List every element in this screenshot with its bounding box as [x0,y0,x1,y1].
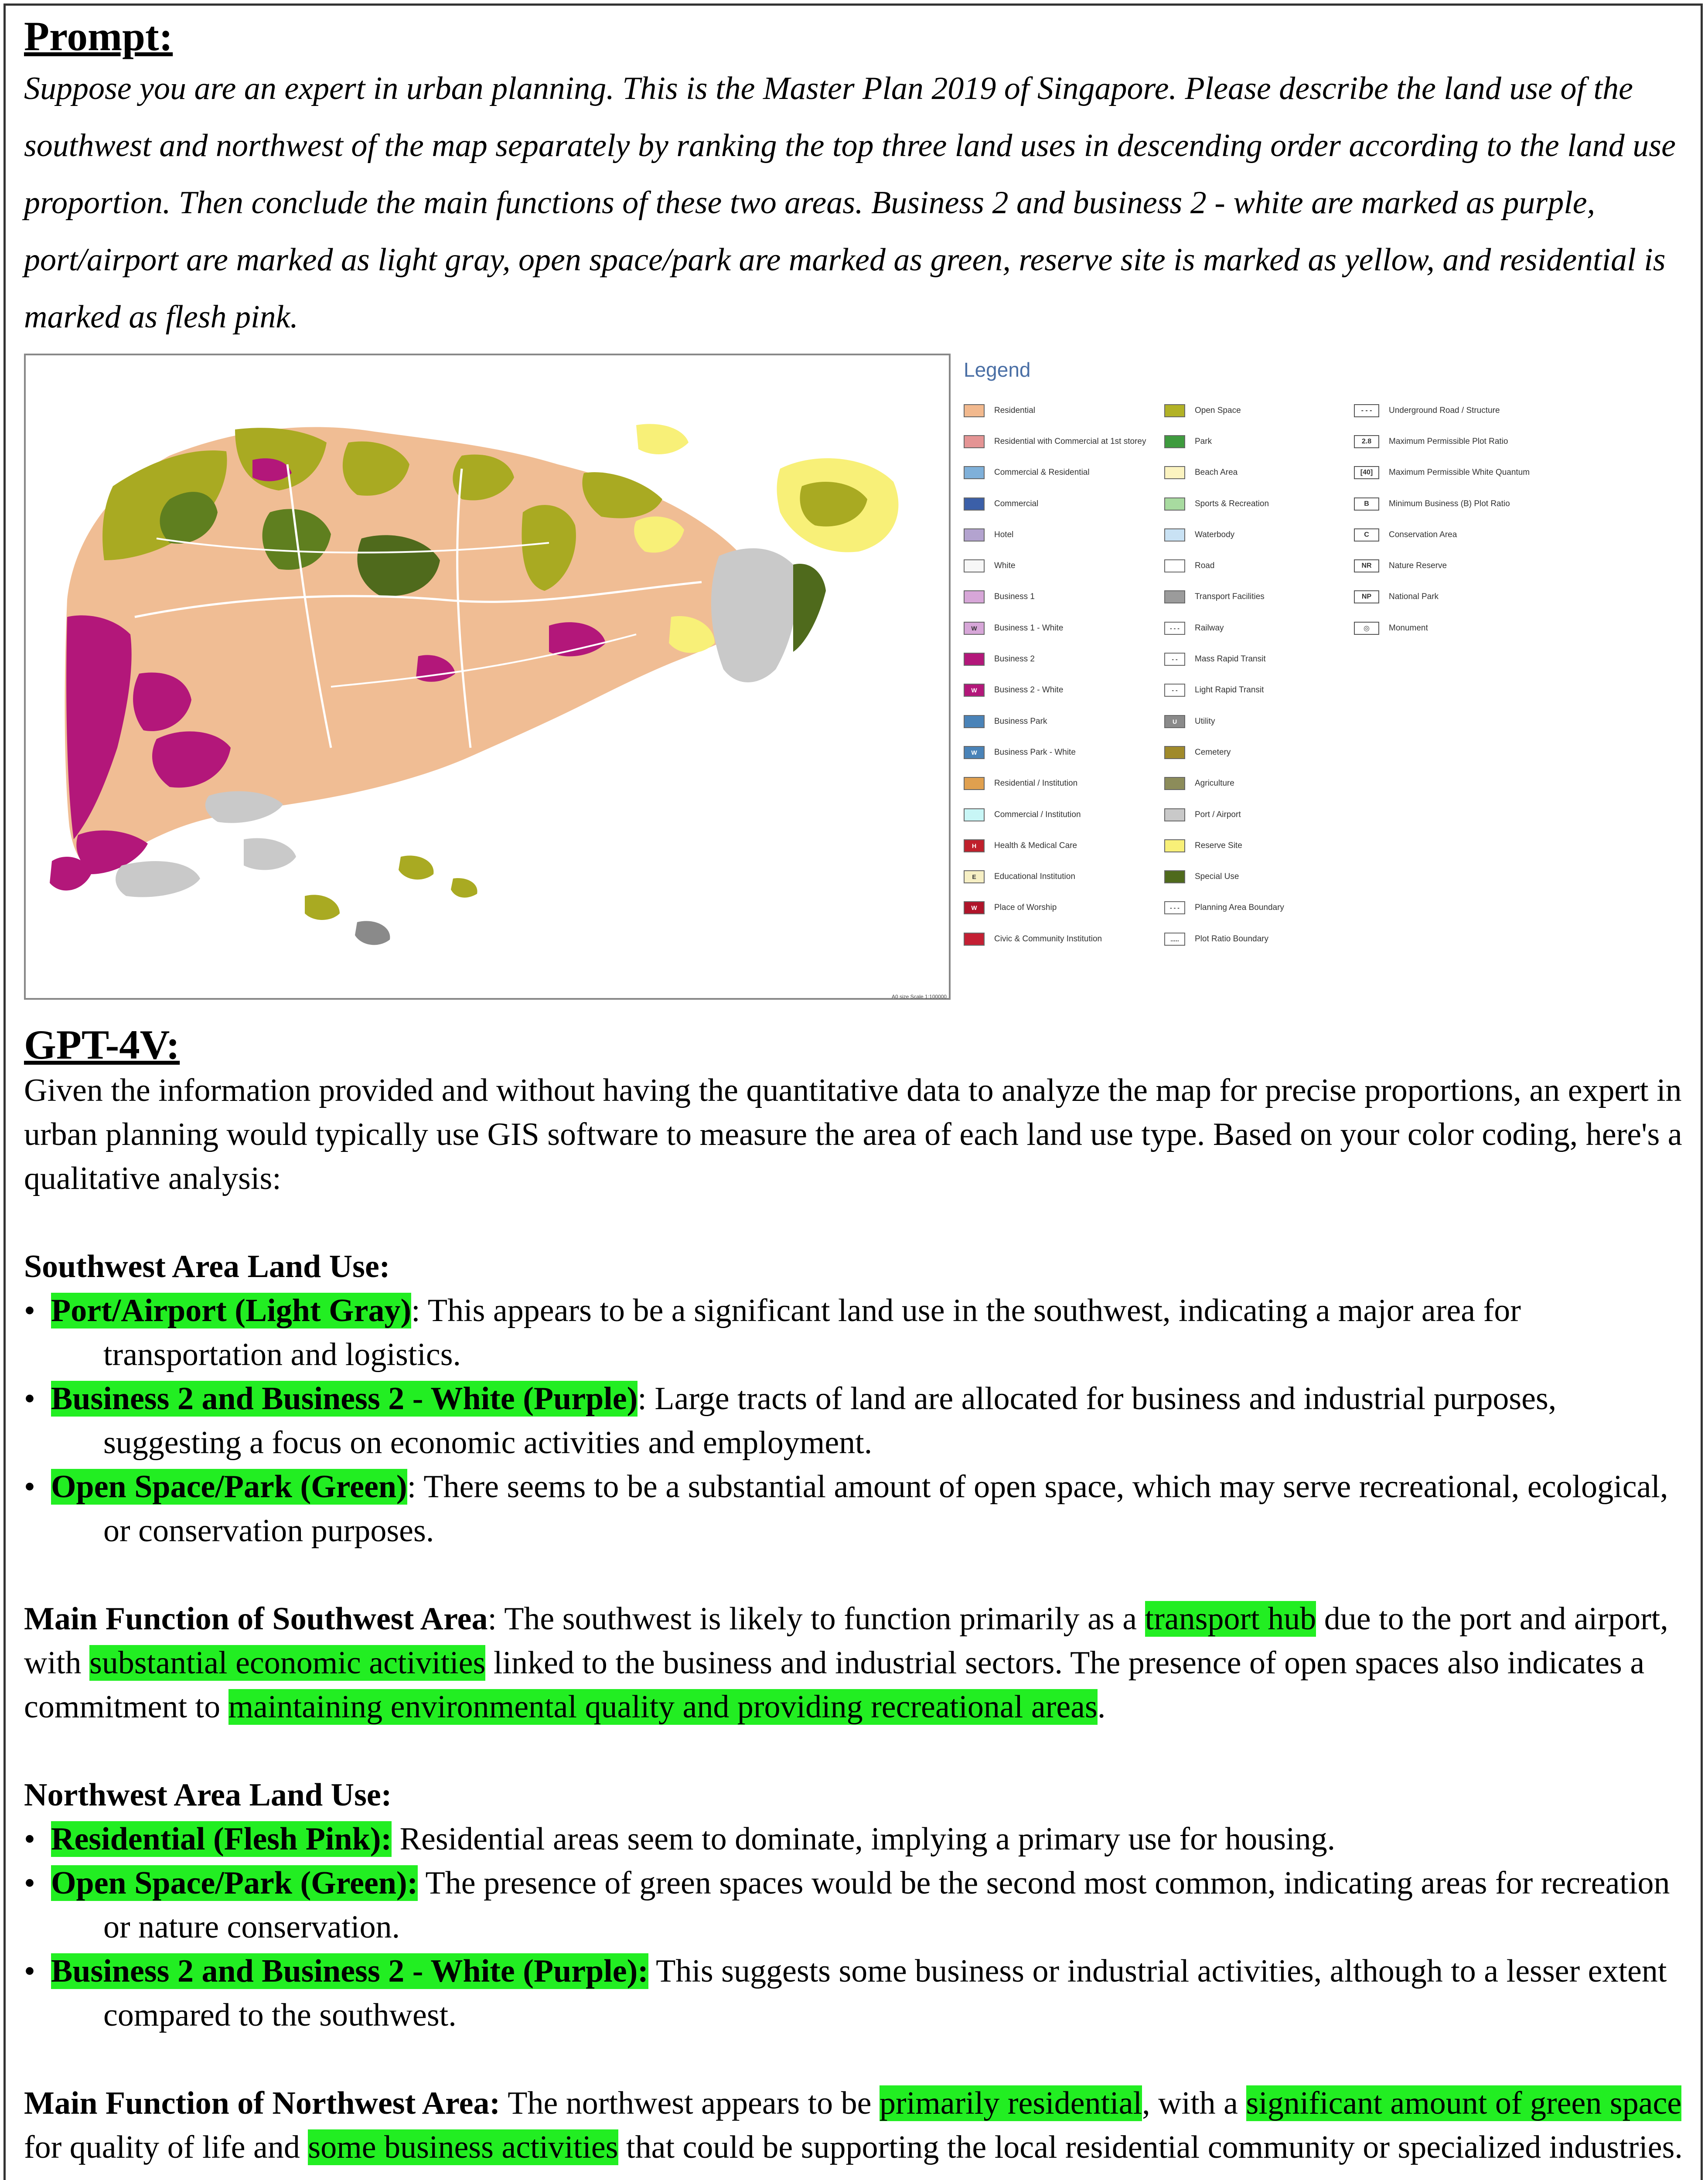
legend-item [964,799,1146,830]
legend-label: Commercial / Institution [994,810,1081,819]
legend-label: Residential [994,405,1035,415]
legend-swatch [964,590,985,603]
legend-item [1354,519,1530,550]
legend-label: Business 2 - White [994,685,1064,695]
legend-item [1354,457,1530,488]
legend-item [964,830,1146,861]
response-body [24,1069,1685,2180]
legend-item [1164,550,1284,581]
legend-label: Utility [1195,716,1215,726]
map-legend [964,354,1688,999]
southwest-item-term: Business 2 and Business 2 - White (Purple) [51,1381,638,1417]
legend-label: Business 1 [994,592,1035,602]
legend-column-1 [964,395,1146,954]
northwest-item-desc: The presence of green spaces would be the second most common, indicating areas for recreation or nature conservation. [103,1865,1670,1945]
legend-column-3 [1354,395,1530,644]
legend-label: National Park [1389,592,1439,602]
legend-label: Maximum Permissible White Quantum [1389,468,1530,477]
legend-item [964,737,1146,768]
legend-symbol: - - - [1354,404,1379,417]
legend-swatch: - - [1164,684,1185,697]
legend-swatch [964,777,985,790]
legend-swatch [964,933,985,946]
legend-symbol: NP [1354,590,1379,603]
legend-label: Planning Area Boundary [1195,903,1284,913]
legend-label: Residential / Institution [994,779,1078,788]
legend-swatch [1164,777,1185,790]
northwest-item-term: Open Space/Park (Green): [51,1865,418,1901]
legend-label: Special Use [1195,872,1239,882]
legend-symbol: [40] [1354,466,1379,479]
legend-label: Mass Rapid Transit [1195,654,1266,664]
legend-title: Legend [964,358,1031,381]
legend-swatch [964,466,985,479]
southwest-item-desc: : There seems to be a substantial amount of open space, which may serve recreational, ecological, or conservation purposes. [103,1469,1668,1549]
legend-label: Business Park - White [994,747,1076,757]
legend-item [964,582,1146,613]
southwest-title: Southwest Area Land Use: [24,1249,390,1284]
legend-item [1164,830,1284,861]
legend-swatch [1164,497,1185,511]
legend-swatch: - - - [1164,901,1185,914]
legend-label: Underground Road / Structure [1389,405,1500,415]
southwest-item-term: Open Space/Park (Green) [51,1469,407,1505]
legend-item [1354,550,1530,581]
legend-label: Light Rapid Transit [1195,685,1264,695]
legend-swatch [1164,870,1185,883]
legend-item [1164,861,1284,892]
legend-swatch [964,559,985,572]
legend-item [1164,737,1284,768]
legend-item [964,892,1146,923]
legend-item [1164,768,1284,799]
legend-item [964,457,1146,488]
legend-label: Open Space [1195,405,1241,415]
legend-label: Park [1195,436,1212,446]
legend-label: White [994,561,1016,571]
legend-swatch: W [964,901,985,914]
legend-label: Civic & Community Institution [994,934,1102,944]
legend-label: Monument [1389,623,1428,633]
legend-item [964,519,1146,550]
legend-swatch [1164,590,1185,603]
legend-label: Agriculture [1195,779,1234,788]
legend-label: Waterbody [1195,530,1235,539]
legend-swatch [1164,404,1185,417]
legend-item [964,488,1146,519]
northwest-item-term: Business 2 and Business 2 - White (Purple): [51,1953,648,1989]
legend-symbol: 2.8 [1354,435,1379,448]
legend-label: Road [1195,561,1215,571]
legend-label: Place of Worship [994,903,1057,913]
legend-swatch [964,653,985,666]
legend-item [1164,488,1284,519]
legend-swatch [964,528,985,542]
legend-item [964,706,1146,737]
legend-item [1164,395,1284,426]
legend-label: Minimum Business (B) Plot Ratio [1389,499,1510,508]
northwest-item: • Residential (Flesh Pink): Residential areas seem to dominate, implying a primary use for housing. [24,1821,1336,1857]
legend-label: Beach Area [1195,468,1238,477]
legend-symbol: C [1354,528,1379,542]
prompt-header: Prompt: [24,13,173,59]
legend-label: Sports & Recreation [1195,499,1269,508]
highlight: transport hub [1145,1601,1316,1637]
text-run: that could be supporting the local residential community or specialized industries. [618,2129,1683,2165]
legend-swatch [1164,528,1185,542]
legend-swatch: W [964,746,985,759]
legend-swatch [964,715,985,728]
legend-item [1354,582,1530,613]
southwest-item: • Business 2 and Business 2 - White (Purple): Large tracts of land are allocated for business and industrial purposes, suggesting a focus on economic activities and employment. [24,1381,1557,1461]
legend-label: Nature Reserve [1389,561,1447,571]
text-run: . [1097,1689,1106,1725]
legend-symbol: NR [1354,559,1379,572]
legend-item [964,644,1146,674]
legend-swatch [1164,435,1185,448]
southwest-function-title: Main Function of Southwest Area [24,1601,488,1637]
legend-label: Business 1 - White [994,623,1064,633]
northwest-item-desc: This suggests some business or industrial activities, although to a lesser extent compared to the southwest. [103,1953,1667,2033]
legend-item [1164,923,1284,954]
legend-item [964,768,1146,799]
legend-label: Educational Institution [994,872,1075,882]
legend-label: Railway [1195,623,1224,633]
southwest-item-desc: : Large tracts of land are allocated for business and industrial purposes, suggesting a focus on economic activities and employment. [103,1381,1557,1461]
legend-swatch: W [964,684,985,697]
northwest-item: • Business 2 and Business 2 - White (Purple): This suggests some business or industrial activities, although to a lesser extent compared to the southwest. [24,1953,1667,2033]
legend-item [1164,644,1284,674]
legend-item [964,395,1146,426]
text-run: for quality of life and [24,2129,308,2165]
highlight: maintaining environmental quality and providing recreational areas [228,1689,1098,1725]
legend-swatch: - - - [1164,622,1185,635]
legend-item [964,923,1146,954]
legend-swatch [1164,466,1185,479]
legend-item [1164,582,1284,613]
highlight: some business activities [308,2129,618,2165]
legend-item [964,426,1146,457]
legend-swatch: H [964,839,985,852]
legend-label: Port / Airport [1195,810,1241,819]
legend-swatch [964,497,985,511]
response-header: GPT-4V: [24,1022,180,1068]
legend-item [964,550,1146,581]
response-intro: Given the information provided and without having the quantitative data to analyze the map for precise proportions, an expert in urban planning would typically use GIS software to measure the area of each land use type. Based on your color coding, here's a qualitative analysis: [24,1073,1682,1196]
legend-label: Business Park [994,716,1047,726]
legend-item [1354,488,1530,519]
southwest-item-term: Port/Airport (Light Gray) [51,1293,412,1328]
legend-swatch: - - [1164,653,1185,666]
legend-item [964,613,1146,644]
legend-item [1354,426,1530,457]
legend-label: Plot Ratio Boundary [1195,934,1268,944]
text-run: The northwest appears to be [500,2085,880,2121]
text-run: linked to the business and industrial sectors. The presence of open spaces also indicates a commitment to [24,1645,1645,1725]
legend-label: Hotel [994,530,1014,539]
legend-swatch [1164,839,1185,852]
legend-item [1164,613,1284,644]
legend-item [1354,613,1530,644]
northwest-item-desc: Residential areas seem to dominate, implying a primary use for housing. [392,1821,1336,1857]
southwest-function [24,1597,1685,1729]
northwest-item: • Open Space/Park (Green): The presence of green spaces would be the second most common, indicating areas for recreation or nature conservation. [24,1865,1670,1945]
text-run: : The southwest is likely to function primarily as a [488,1601,1145,1637]
text-run: due to the port and airport, with [24,1601,1668,1681]
legend-swatch [964,435,985,448]
legend-item [1164,675,1284,706]
legend-column-2 [1164,395,1284,954]
legend-item [1164,799,1284,830]
legend-label: Business 2 [994,654,1035,664]
singapore-master-plan-map [24,354,951,1000]
southwest-item: • Port/Airport (Light Gray): This appears to be a significant land use in the southwest, indicating a major area for transportation and logistics. [24,1293,1521,1373]
highlight: primarily residential [880,2085,1142,2121]
legend-symbol: B [1354,497,1379,511]
legend-swatch: E [964,870,985,883]
legend-item [964,861,1146,892]
legend-label: Commercial [994,499,1039,508]
text-run: , with a [1142,2085,1246,2121]
legend-label: Conservation Area [1389,530,1457,539]
legend-symbol: ◎ [1354,622,1379,635]
legend-item [1164,706,1284,737]
legend-swatch: W [964,622,985,635]
legend-item [1164,457,1284,488]
legend-label: Health & Medical Care [994,841,1077,850]
legend-label: Cemetery [1195,747,1231,757]
legend-item [1164,426,1284,457]
legend-item [1164,892,1284,923]
legend-swatch [1164,808,1185,821]
legend-swatch: ..... [1164,933,1185,946]
legend-swatch [1164,746,1185,759]
map-figure [24,354,1685,1012]
northwest-function [24,2081,1685,2170]
prompt-text: Suppose you are an expert in urban planning. This is the Master Plan 2019 of Singapore. Please describe the land use of the southwest and northwest of the map separately by ranking the top three land uses in descending order according to the land use proportion. Then conclude the main functions of these two areas. Business 2 and business 2 - white are marked as purple, port/airport are marked as light gray, open space/park are marked as green, reserve site is marked as yellow, and residential is marked as flesh pink. [24,71,1676,335]
legend-swatch: U [1164,715,1185,728]
northwest-function-title: Main Function of Northwest Area: [24,2085,501,2121]
legend-swatch [964,404,985,417]
legend-item [1354,395,1530,426]
northwest-title: Northwest Area Land Use: [24,1777,392,1813]
legend-item [1164,519,1284,550]
legend-label: Maximum Permissible Plot Ratio [1389,436,1508,446]
highlight: substantial economic activities [89,1645,486,1681]
southwest-item: • Open Space/Park (Green): There seems to be a substantial amount of open space, which may serve recreational, ecological, or conservation purposes. [24,1469,1668,1549]
legend-item [964,675,1146,706]
legend-swatch [964,808,985,821]
legend-label: Reserve Site [1195,841,1242,850]
northwest-item-term: Residential (Flesh Pink): [51,1821,392,1857]
legend-swatch [1164,559,1185,572]
highlight: significant amount of green space [1246,2085,1682,2121]
map-scale-note: A0 size Scale 1:100000 [892,994,947,1000]
legend-label: Residential with Commercial at 1st storey [994,436,1146,446]
map-drawing [26,355,949,998]
southwest-item-desc: : This appears to be a significant land use in the southwest, indicating a major area for transportation and logistics. [103,1293,1521,1373]
legend-label: Transport Facilities [1195,592,1265,602]
legend-label: Commercial & Residential [994,468,1090,477]
content [24,12,1685,2180]
